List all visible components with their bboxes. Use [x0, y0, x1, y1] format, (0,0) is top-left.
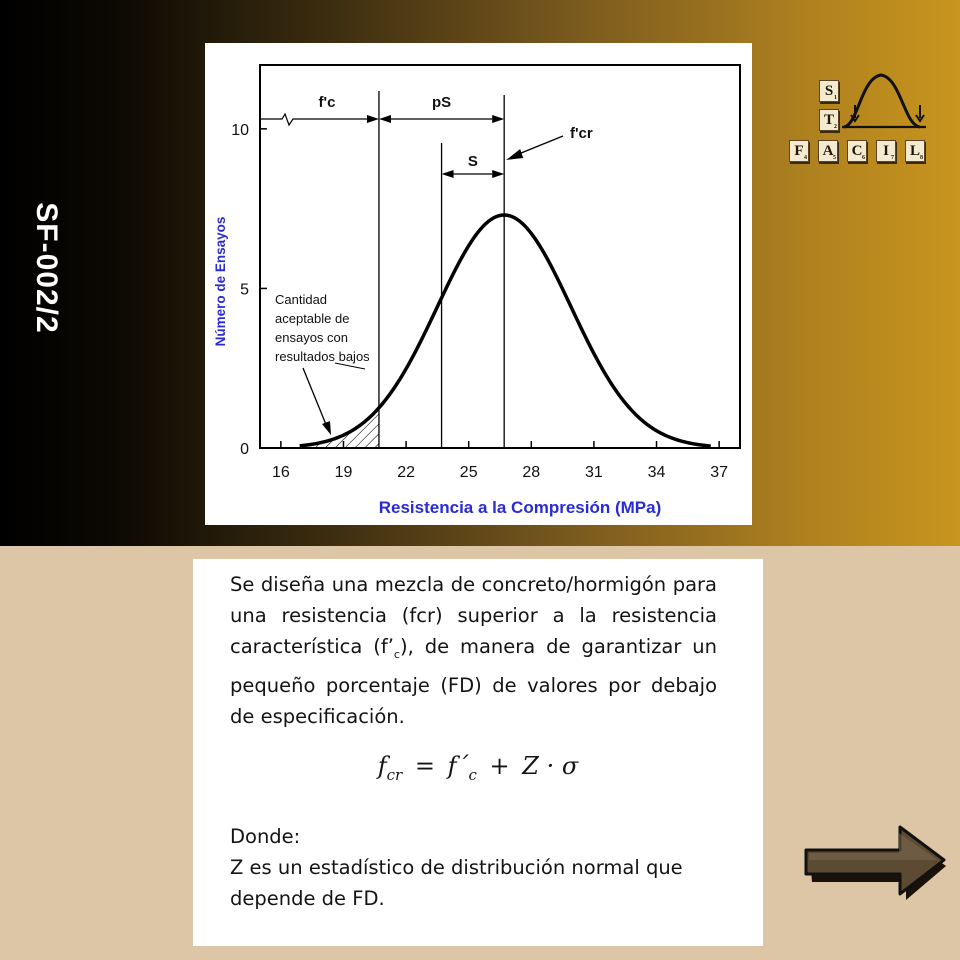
y-axis-label: Número de Ensayos: [213, 216, 228, 347]
ps-arrow-head-right: [492, 115, 504, 123]
ps-arrow-head-left: [379, 115, 391, 123]
formula-equals: =: [414, 752, 435, 780]
slide-code: SF-002/2: [30, 202, 63, 334]
low-results-note-line: Cantidad: [275, 292, 328, 307]
distribution-curve: [300, 215, 711, 446]
donde-title: Donde:: [230, 825, 301, 848]
logo-tile-l: L 8: [905, 140, 925, 162]
fcr-formula: [193, 752, 763, 784]
paragraph-text-part1: Se diseña una mezcla de concreto/hormigón para una resistencia (fcr) superior a la resistencia característica (f’: [230, 573, 717, 658]
explanation-card: [193, 559, 763, 946]
ps-annotation: pS: [431, 94, 452, 111]
fcr-annotation: f'cr: [570, 125, 593, 142]
low-results-note-line: ensayos con: [275, 330, 348, 345]
donde-section: [230, 821, 730, 914]
x-axis-label: Resistencia a la Compresión (MPa): [378, 498, 662, 517]
formula-fc-subscript: c: [468, 766, 477, 784]
x-tick-label: 28: [522, 464, 541, 481]
s-arrow-head-right: [492, 170, 504, 178]
low-results-note-line: resultados bajos: [275, 349, 370, 364]
right-arrow-icon: [800, 822, 950, 902]
y-tick-label: 10: [231, 121, 249, 139]
x-tick-label: 25: [459, 464, 478, 481]
logo-tile-i: I 7: [876, 140, 896, 162]
fc-arrow-head: [367, 115, 379, 123]
formula-z-sigma: Z · σ: [522, 752, 579, 780]
x-tick-label: 31: [585, 464, 603, 481]
note-pointer-line: [303, 368, 327, 427]
s-arrow-head-left: [442, 170, 454, 178]
formula-plus: +: [489, 752, 510, 780]
stat-facil-logo: [786, 70, 936, 170]
normal-distribution-chart: [205, 43, 752, 525]
x-tick-label: 16: [271, 464, 290, 481]
explanation-paragraph: [230, 569, 717, 732]
note-pointer-head: [322, 421, 331, 435]
paragraph-subscript: c: [393, 647, 400, 661]
logo-tile-t: T 2: [819, 109, 839, 131]
x-tick-label: 37: [710, 464, 729, 481]
logo-tile-f: F 4: [789, 140, 809, 162]
fcr-pointer-head: [506, 149, 523, 160]
donde-body: Z es un estadístico de distribución normal que depende de FD.: [230, 856, 683, 910]
s-annotation: S: [467, 153, 478, 170]
logo-tile-c: C 6: [847, 140, 867, 162]
fcr-pointer-line: [516, 136, 563, 155]
low-results-note-line: aceptable de: [275, 311, 350, 326]
y-tick-label: 0: [240, 441, 249, 458]
logo-tile-a: A 5: [818, 140, 838, 162]
next-slide-button[interactable]: [800, 822, 950, 902]
fc-arrow-line: [260, 114, 367, 125]
x-tick-label: 22: [397, 464, 415, 481]
chart-card: [205, 43, 752, 525]
paragraph-text-part2: ), de manera de garantizar un pequeño porcentaje (FD) de valores por debajo de especificación.: [230, 635, 718, 728]
x-tick-label: 19: [334, 464, 353, 481]
x-tick-label: 34: [647, 464, 666, 481]
logo-tile-s: S 1: [819, 80, 839, 102]
formula-lhs: f: [377, 752, 387, 780]
formula-lhs-subscript: cr: [386, 766, 403, 784]
formula-fc: f´: [447, 752, 469, 780]
low-results-hatched-area: [300, 408, 379, 448]
plot-frame: [260, 65, 740, 448]
fc-annotation: f'c: [318, 94, 336, 111]
y-tick-label: 5: [240, 281, 249, 299]
